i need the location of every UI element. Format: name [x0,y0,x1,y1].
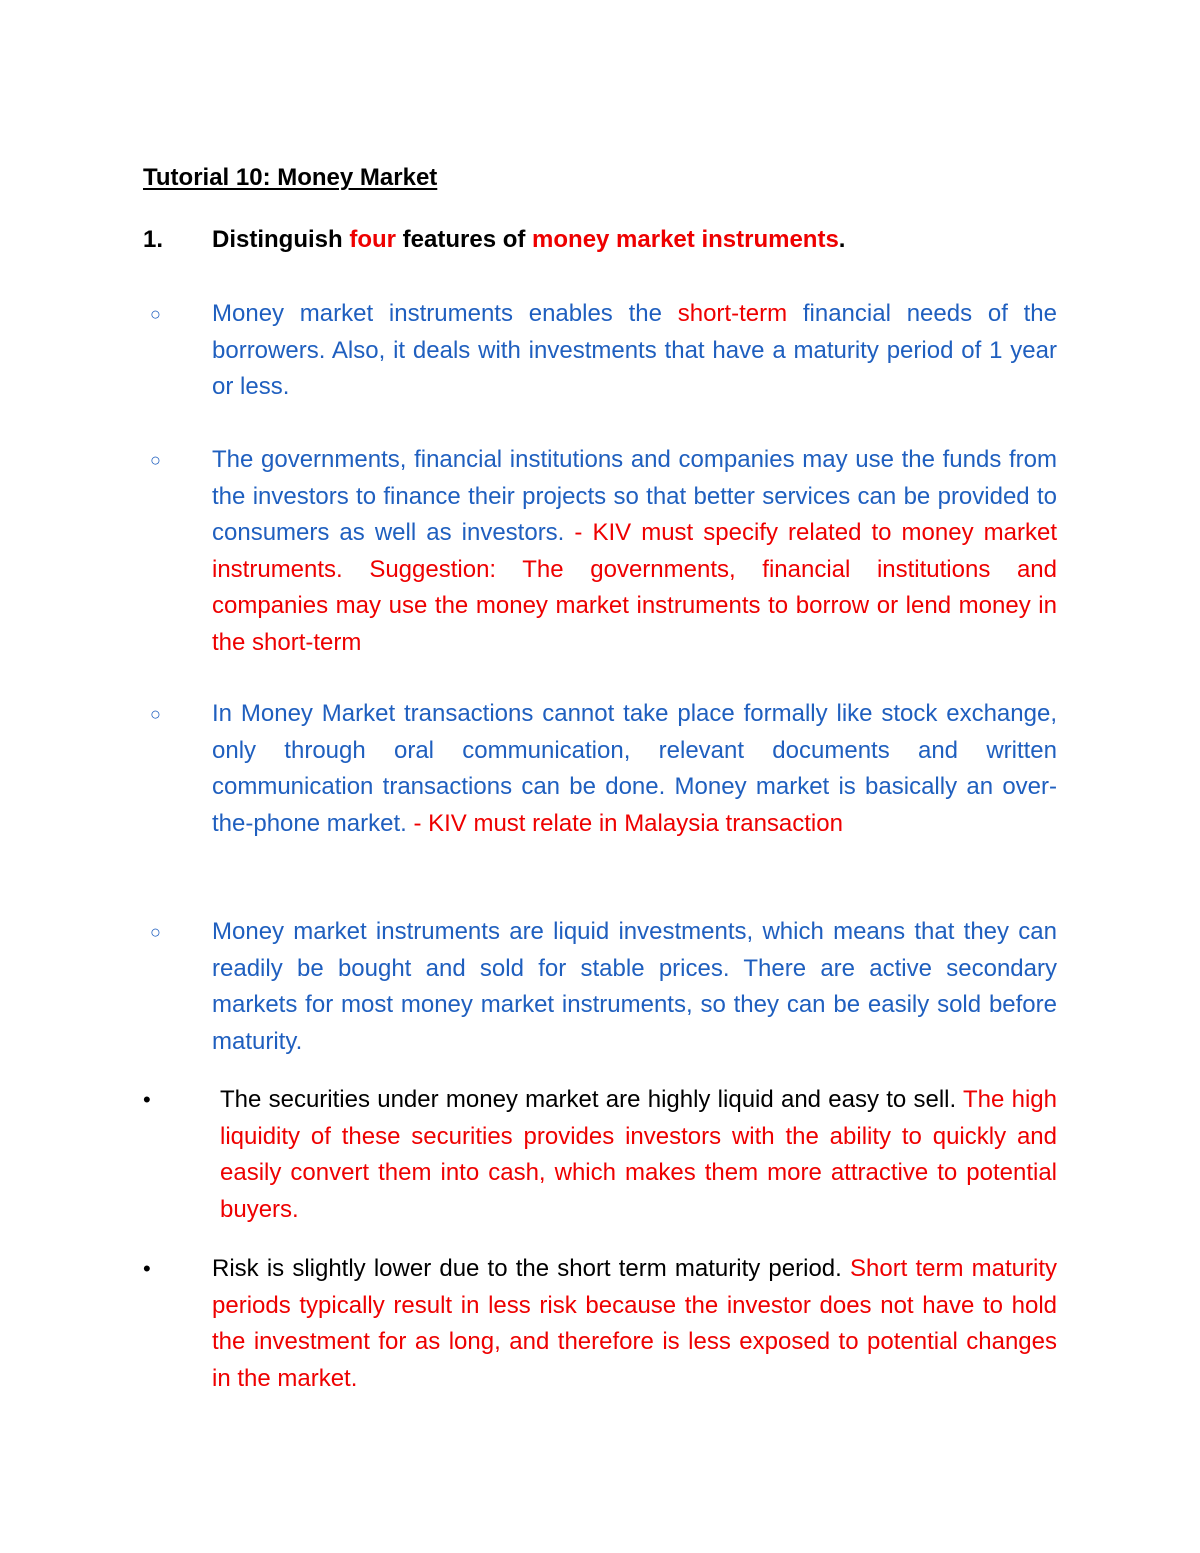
answer-text [220,1082,1057,1228]
question-number: 1. [143,226,164,253]
circle-bullet-icon: ○ [150,922,161,942]
answer-text [212,696,1057,842]
answer-text-part: Money market instruments enables the [212,300,678,327]
answer-text-part: In Money Market transactions cannot take place formally like stock exchange, only through oral communication, relevant documents and written communication transactions can be done. Money market is basically an over-the-phone market. [212,700,1057,837]
answer-text [212,914,1057,1060]
answer-text-part: Money market instruments are liquid investments, which means that they can readily be bought and sold for stable prices. There are active secondary markets for most money market instruments, so they can be easily sold before maturity. [212,918,1057,1055]
answer-text-part: The governments, financial institutions and companies may use the funds from the investors to finance their projects so that better services can be provided to consumers as well as investors. [212,446,1057,546]
question-text-highlight: four [349,226,396,253]
question-text-part: Distinguish [212,226,350,253]
review-comment: - KIV must specify related to money market instruments. Suggestion: The governments, financial institutions and companies may use the money market instruments to borrow or lend money in the short-term [212,519,1057,656]
answer-text-part: Risk is slightly lower due to the short term maturity period. [212,1255,850,1282]
answer-text [212,442,1057,661]
answer-text [212,296,1057,406]
circle-bullet-icon: ○ [150,704,161,724]
page-title: Tutorial 10: Money Market [143,164,438,191]
answer-text-highlight: The high liquidity of these securities provides investors with the ability to quickly and easily convert them into cash, which makes them more attractive to potential buyers. [220,1086,1058,1223]
question-text-part: . [838,226,846,253]
answer-text-part: financial needs of the borrowers. Also, it deals with investments that have a maturity period of 1 year or less. [212,300,1058,400]
dot-bullet-icon: • [143,1087,151,1112]
question-text-part: features of [396,226,533,253]
circle-bullet-icon: ○ [150,450,161,470]
dot-bullet-icon: • [143,1256,151,1281]
review-comment: - KIV must relate in Malaysia transaction [413,809,843,837]
circle-bullet-icon: ○ [150,304,161,324]
answer-text-highlight: short-term [677,300,788,327]
answer-text-part: The securities under money market are highly liquid and easy to sell. [220,1086,964,1113]
question-text-highlight: money market instruments [532,226,839,253]
answer-text [212,1251,1057,1397]
question-text [212,226,845,254]
answer-text-highlight: Short term maturity periods typically result in less risk because the investor does not have to hold the investment for as long, and therefore is less exposed to potential changes in the market. [212,1255,1058,1392]
